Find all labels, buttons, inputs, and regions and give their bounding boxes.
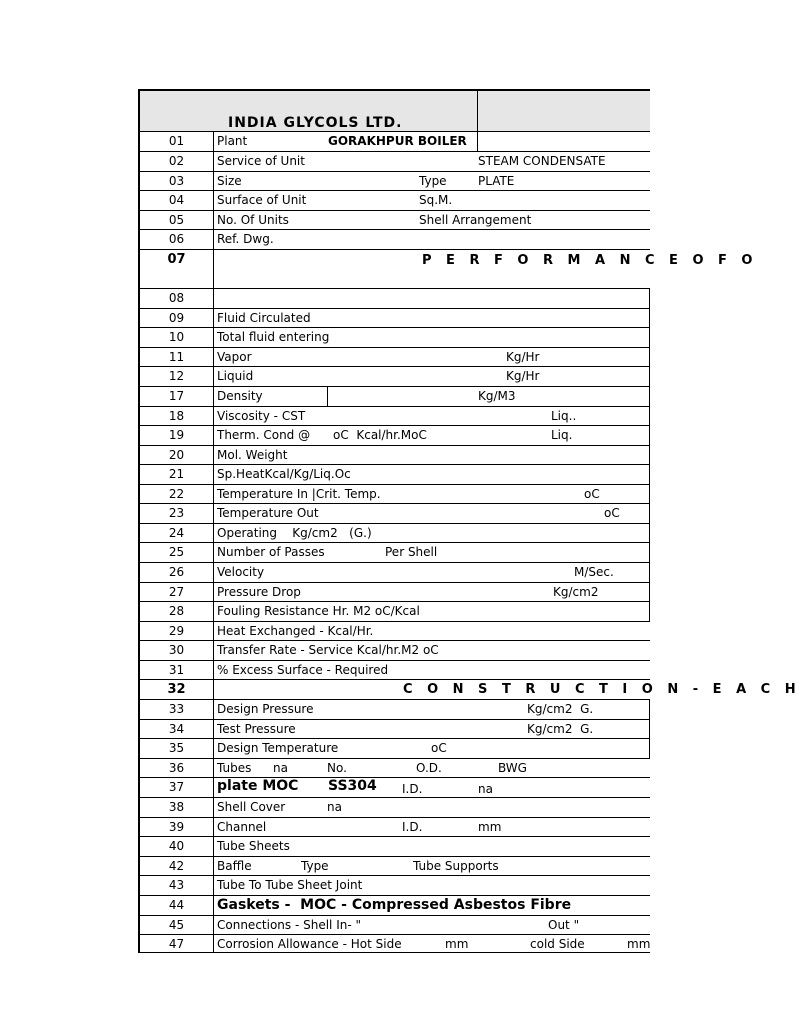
row-07 [138, 250, 758, 289]
row-label: Corrosion Allowance - Hot Side [217, 937, 402, 951]
row-label: Therm. Cond @ oC Kcal/hr.MoC [217, 428, 427, 442]
row-label: Design Pressure [217, 702, 314, 716]
row-number: 39 [140, 818, 214, 836]
tubes-na: na [273, 761, 288, 775]
row-10 [138, 328, 650, 348]
row-number: 09 [140, 309, 214, 327]
id-na: na [478, 782, 493, 796]
plate-moc-value: SS304 [328, 778, 377, 794]
row-number: 30 [140, 641, 214, 660]
row-06 [138, 230, 650, 250]
row-30 [138, 641, 650, 661]
row-label: Density [217, 389, 263, 403]
row-02 [138, 152, 650, 172]
tubes-od-label: O.D. [416, 761, 442, 775]
row-label: Viscosity - CST [217, 409, 306, 423]
row-32 [138, 680, 801, 700]
row-label: Heat Exchanged - Kcal/Hr. [217, 624, 374, 638]
id-label: I.D. [402, 782, 423, 796]
row-label: Surface of Unit [217, 193, 307, 207]
row-label: Velocity [217, 565, 265, 579]
row-label: Shell Cover [217, 800, 286, 814]
row-01 [138, 132, 650, 152]
row-number: 05 [140, 211, 214, 229]
section-title-construction: C O N S T R U C T I O N - E A C H [403, 682, 801, 697]
row-37 [138, 778, 650, 798]
row-40 [138, 837, 650, 857]
datasheet [138, 89, 801, 953]
unit-label: Kg/Hr [506, 369, 540, 383]
row-39 [138, 818, 650, 837]
row-label: Mol. Weight [217, 448, 288, 462]
row-12 [138, 367, 650, 387]
unit-label: Kg/cm2 G. [527, 702, 594, 716]
row-label: Plant [217, 134, 248, 148]
row-number: 42 [140, 857, 214, 875]
row-label: Tube Sheets [217, 839, 290, 853]
row-number: 08 [140, 289, 214, 308]
row-36 [138, 759, 650, 778]
unit-label: M/Sec. [574, 565, 614, 579]
row-number: 40 [140, 837, 214, 856]
row-number: 37 [140, 778, 214, 797]
sheet-header [138, 89, 650, 132]
row-05 [138, 211, 650, 230]
unit-label: Kg/M3 [478, 389, 516, 403]
unit-label: Kg/cm2 [553, 585, 599, 599]
row-label: Channel [217, 820, 267, 834]
unit-label: Sq.M. [419, 193, 453, 207]
row-number: 47 [140, 935, 214, 952]
row-label: Baffle [217, 859, 252, 873]
row-number: 25 [140, 543, 214, 562]
company-name: INDIA GLYCOLS LTD. [228, 115, 403, 131]
row-label: Vapor [217, 350, 252, 364]
row-09 [138, 309, 650, 328]
row-44 [138, 896, 650, 916]
service-value: STEAM CONDENSATE [478, 154, 606, 168]
row-number: 11 [140, 348, 214, 366]
row-29 [138, 622, 650, 641]
row-26 [138, 563, 650, 583]
row-28 [138, 602, 650, 622]
row-number: 01 [140, 132, 214, 151]
unit-label: oC [584, 487, 600, 501]
row-number: 02 [140, 152, 214, 171]
row-label: Test Pressure [217, 722, 296, 736]
row-number: 45 [140, 916, 214, 934]
row-number: 23 [140, 504, 214, 523]
row-number: 44 [140, 896, 214, 915]
tubes-bwg-label: BWG [498, 761, 527, 775]
row-23 [138, 504, 650, 524]
row-33 [138, 700, 650, 720]
row-label: Number of Passes [217, 545, 325, 559]
row-42 [138, 857, 650, 876]
row-label: Connections - Shell In- " [217, 918, 362, 932]
type-label: Type [419, 174, 447, 188]
row-number: 22 [140, 485, 214, 503]
row-label: Fouling Resistance Hr. M2 oC/Kcal [217, 604, 420, 618]
row-number: 03 [140, 172, 214, 190]
row-label: Temperature In |Crit. Temp. [217, 487, 381, 501]
row-27 [138, 583, 650, 602]
header-divider [477, 91, 478, 134]
row-38 [138, 798, 650, 818]
row-35 [138, 739, 650, 759]
unit-label: Per Shell [385, 545, 438, 559]
row-label: No. Of Units [217, 213, 289, 227]
gaskets-label: Gaskets - MOC - Compressed Asbestos Fibre [217, 897, 572, 913]
arrangement-label: Shell Arrangement [419, 213, 532, 227]
unit-label: Kg/cm2 G. [527, 722, 594, 736]
connections-out-label: Out " [548, 918, 580, 932]
row-number: 29 [140, 622, 214, 640]
row-number: 36 [140, 759, 214, 777]
row-number: 04 [140, 191, 214, 210]
row-label: Tube To Tube Sheet Joint [217, 878, 363, 892]
row-22 [138, 485, 650, 504]
row-number: 06 [140, 230, 214, 249]
cold-side-mm: mm [627, 937, 651, 951]
row-label: Transfer Rate - Service Kcal/hr.M2 oC [217, 643, 439, 657]
unit-label: Liq.. [551, 409, 577, 423]
row-label: Ref. Dwg. [217, 232, 274, 246]
row-number: 19 [140, 426, 214, 445]
row-number: 24 [140, 524, 214, 542]
row-04 [138, 191, 650, 211]
row-number: 26 [140, 563, 214, 582]
row-19 [138, 426, 650, 446]
row-label: Service of Unit [217, 154, 305, 168]
row-number: 07 [140, 250, 214, 288]
tube-supports-label: Tube Supports [413, 859, 499, 873]
row-label: Design Temperature [217, 741, 339, 755]
row-24 [138, 524, 650, 543]
id-label: I.D. [402, 820, 423, 834]
row-label: Sp.HeatKcal/Kg/Liq.Oc [217, 467, 351, 481]
shell-cover-na: na [327, 800, 342, 814]
row-label: Operating Kg/cm2 (G.) [217, 526, 372, 540]
row-34 [138, 720, 650, 739]
unit-label: oC [431, 741, 447, 755]
row-label: Fluid Circulated [217, 311, 311, 325]
row-21 [138, 465, 650, 485]
unit-label: oC [604, 506, 620, 520]
row-number: 27 [140, 583, 214, 601]
row-45 [138, 916, 650, 935]
unit-label: Liq. [551, 428, 573, 442]
row-31 [138, 661, 650, 680]
row-number: 10 [140, 328, 214, 347]
plate-moc-label: plate MOC [217, 778, 299, 794]
row-number: 34 [140, 720, 214, 738]
row-label: % Excess Surface - Required [217, 663, 389, 677]
row-number: 32 [140, 680, 214, 699]
row-number: 12 [140, 367, 214, 386]
row-label: Size [217, 174, 242, 188]
tubes-label: Tubes [217, 761, 252, 775]
row-number: 35 [140, 739, 214, 758]
row-number: 31 [140, 661, 214, 679]
baffle-type-label: Type [301, 859, 329, 873]
row-label: Liquid [217, 369, 254, 383]
row-47 [138, 935, 650, 953]
row-number: 20 [140, 446, 214, 464]
row-label: Pressure Drop [217, 585, 301, 599]
row-20 [138, 446, 650, 465]
row-17 [138, 387, 650, 407]
hot-side-mm: mm [445, 937, 469, 951]
row-25 [138, 543, 650, 563]
row-number: 43 [140, 876, 214, 895]
row-number: 17 [140, 387, 214, 406]
row-number: 33 [140, 700, 214, 719]
row-43 [138, 876, 650, 896]
mm-label: mm [478, 820, 502, 834]
unit-label: Kg/Hr [506, 350, 540, 364]
section-title-performance: P E R F O R M A N C E O F O [422, 253, 758, 268]
row-number: 38 [140, 798, 214, 817]
tubes-no-label: No. [327, 761, 347, 775]
cold-side-label: cold Side [530, 937, 585, 951]
row-label: Total fluid entering [217, 330, 330, 344]
row-11 [138, 348, 650, 367]
row-08 [138, 289, 650, 309]
row-18 [138, 407, 650, 426]
row-number: 18 [140, 407, 214, 425]
row-03 [138, 172, 650, 191]
type-value: PLATE [478, 174, 515, 188]
row-number: 21 [140, 465, 214, 484]
row-label: Temperature Out [217, 506, 319, 520]
row-number: 28 [140, 602, 214, 621]
plant-value: GORAKHPUR BOILER [328, 134, 467, 148]
